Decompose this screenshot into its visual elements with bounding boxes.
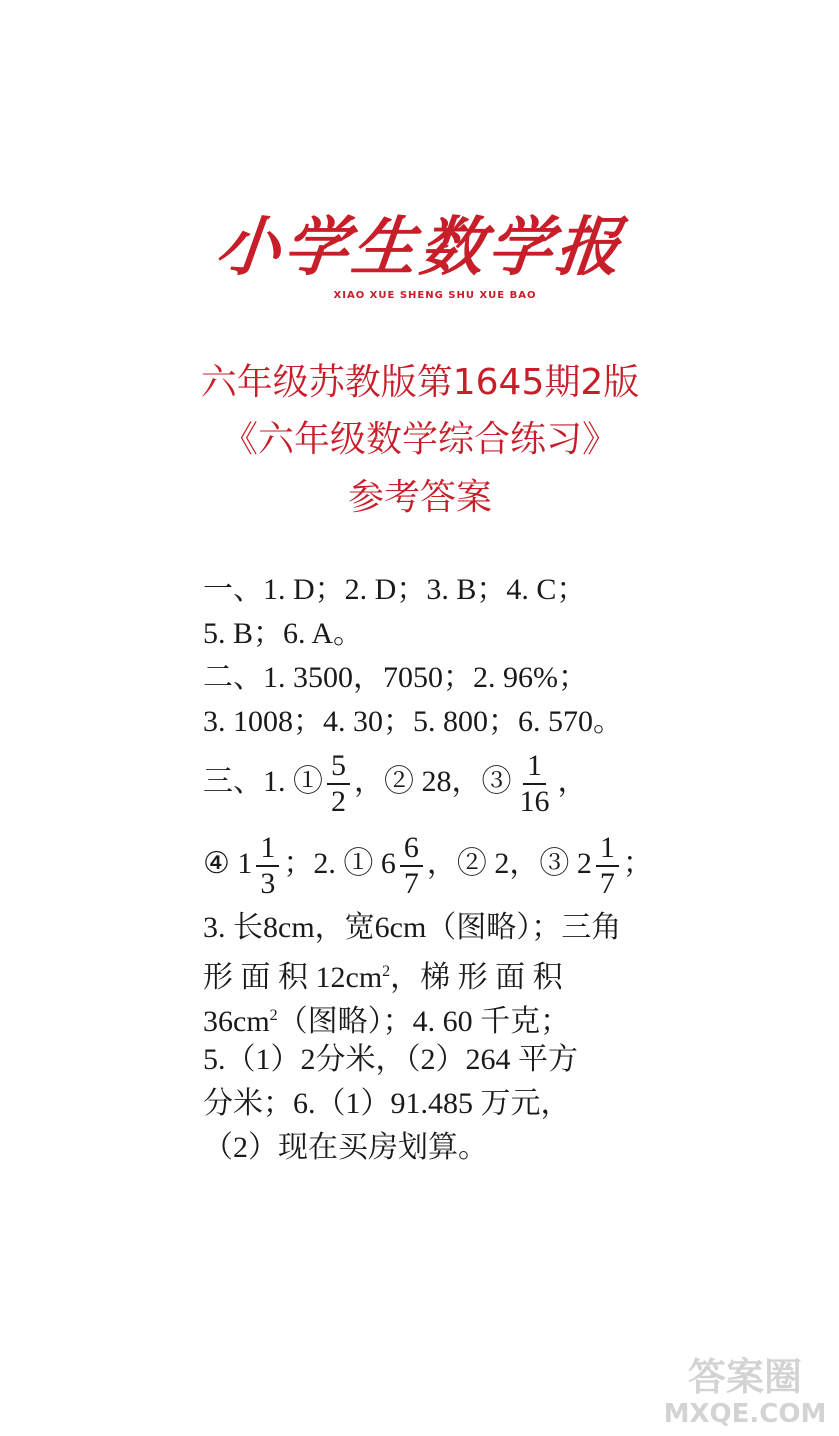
answer-text: ， bbox=[557, 765, 588, 798]
answer-text: ； bbox=[622, 847, 653, 880]
fraction bbox=[516, 749, 554, 819]
watermark bbox=[655, 1355, 835, 1431]
answer-text: （图略）；4. 60 千克； bbox=[277, 1005, 571, 1038]
answer-line-fractions bbox=[203, 742, 643, 822]
fraction-denominator: 2 bbox=[331, 785, 346, 819]
watermark-brand: 答案圈 bbox=[687, 1355, 802, 1399]
answer-line: 二、1. 3500，7050；2. 96%； bbox=[203, 661, 588, 694]
superscript: 2 bbox=[269, 1007, 278, 1024]
fraction bbox=[256, 831, 279, 901]
answer-line: 3. 长8cm，宽6cm（图略）；三角 bbox=[203, 911, 622, 944]
answer-text: ，② 2，③ 2 bbox=[426, 847, 592, 880]
exercise-title: 《六年级数学综合练习》 bbox=[221, 419, 618, 460]
answer-text: ，梯 形 面 积 bbox=[390, 961, 563, 994]
answer-line bbox=[203, 994, 643, 1044]
newspaper-logo: 小学生数学报 bbox=[212, 210, 628, 285]
fraction-numerator: 1 bbox=[256, 831, 279, 867]
watermark-url: MXQE.COM bbox=[663, 1399, 827, 1429]
fraction-numerator: 1 bbox=[596, 831, 619, 867]
fraction bbox=[327, 749, 350, 819]
fraction-numerator: 1 bbox=[523, 749, 546, 785]
fraction bbox=[400, 831, 423, 901]
answer-key-heading: 参考答案 bbox=[347, 477, 492, 518]
answer-line: 5. B；6. A。 bbox=[203, 617, 364, 650]
answer-line: 一、1. D；2. D；3. B；4. C； bbox=[203, 573, 587, 606]
answer-text: ；2. ① 6 bbox=[283, 847, 396, 880]
fraction-numerator: 5 bbox=[327, 749, 350, 785]
newspaper-logo-pinyin: XIAO XUE SHENG SHU XUE BAO bbox=[333, 290, 537, 301]
answer-text: ，② 28，③ bbox=[354, 765, 512, 798]
issue-title: 六年级苏教版第1645期2版 bbox=[200, 362, 640, 403]
fraction-denominator: 3 bbox=[260, 867, 276, 901]
answer-text: 36cm bbox=[203, 1005, 270, 1038]
answer-text: 形 面 积 12cm bbox=[203, 961, 383, 994]
fraction-denominator: 7 bbox=[403, 867, 419, 901]
fraction-denominator: 16 bbox=[519, 785, 550, 819]
answer-line bbox=[203, 950, 643, 1000]
answer-line: 3. 1008；4. 30；5. 800；6. 570。 bbox=[203, 705, 623, 738]
answer-line: （2）现在买房划算。 bbox=[203, 1131, 488, 1164]
answer-text: ④ 1 bbox=[203, 847, 253, 880]
superscript: 2 bbox=[382, 963, 391, 980]
fraction-denominator: 7 bbox=[599, 867, 615, 901]
answer-line: 5.（1）2分米，（2）264 平方 bbox=[203, 1043, 578, 1076]
fraction-numerator: 6 bbox=[400, 831, 423, 867]
answer-text: 三、1. ① bbox=[203, 765, 323, 798]
fraction bbox=[596, 831, 619, 901]
answer-line: 分米；6.（1）91.485 万元， bbox=[203, 1087, 571, 1120]
answer-line-fractions bbox=[203, 824, 653, 904]
